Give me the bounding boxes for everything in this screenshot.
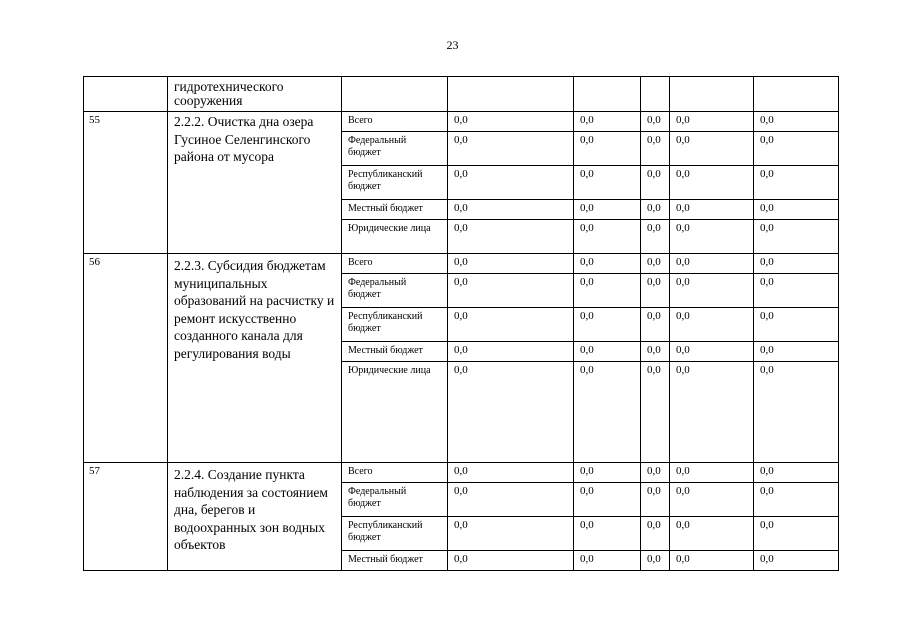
budget-table (83, 76, 839, 571)
funding-source: Юридические лица (342, 362, 448, 463)
value-cell: 0,0 (670, 308, 754, 342)
value-cell: 0,0 (574, 254, 641, 274)
value-cell: 0,0 (448, 342, 574, 362)
value-cell: 0,0 (448, 166, 574, 200)
funding-source: Местный бюджет (342, 200, 448, 220)
value-cell: 0,0 (641, 220, 670, 254)
value-cell: 0,0 (574, 362, 641, 463)
value-cell: 0,0 (574, 112, 641, 132)
value-cell: 0,0 (641, 342, 670, 362)
row-number: 55 (84, 112, 168, 254)
value-cell: 0,0 (754, 308, 839, 342)
value-cell: 0,0 (641, 254, 670, 274)
value-cell (448, 77, 574, 112)
value-cell: 0,0 (641, 483, 670, 517)
value-cell: 0,0 (670, 166, 754, 200)
funding-source: Федеральный бюджет (342, 132, 448, 166)
value-cell: 0,0 (641, 362, 670, 463)
value-cell: 0,0 (670, 517, 754, 551)
value-cell (754, 77, 839, 112)
value-cell: 0,0 (641, 517, 670, 551)
funding-source: Всего (342, 463, 448, 483)
value-cell: 0,0 (754, 483, 839, 517)
value-cell: 0,0 (670, 362, 754, 463)
value-cell: 0,0 (754, 220, 839, 254)
value-cell: 0,0 (574, 274, 641, 308)
funding-source: Местный бюджет (342, 342, 448, 362)
page-number: 23 (446, 38, 459, 52)
row-number: 57 (84, 463, 168, 571)
value-cell: 0,0 (670, 200, 754, 220)
measure-name-cell: гидротехнического сооружения (168, 77, 342, 112)
value-cell: 0,0 (670, 274, 754, 308)
source-cell (342, 77, 448, 112)
value-cell: 0,0 (574, 463, 641, 483)
value-cell: 0,0 (670, 463, 754, 483)
measure-name: 2.2.2. Очистка дна озера Гусиное Селенгинского района от мусора (168, 112, 342, 254)
value-cell: 0,0 (754, 517, 839, 551)
value-cell: 0,0 (641, 274, 670, 308)
value-cell: 0,0 (670, 254, 754, 274)
value-cell: 0,0 (448, 517, 574, 551)
value-cell: 0,0 (574, 132, 641, 166)
value-cell: 0,0 (670, 112, 754, 132)
value-cell: 0,0 (574, 200, 641, 220)
value-cell: 0,0 (448, 308, 574, 342)
table-row (84, 254, 839, 274)
value-cell: 0,0 (641, 166, 670, 200)
funding-source: Республиканский бюджет (342, 517, 448, 551)
value-cell: 0,0 (670, 483, 754, 517)
value-cell: 0,0 (641, 112, 670, 132)
table-row (84, 77, 839, 112)
value-cell: 0,0 (754, 274, 839, 308)
value-cell: 0,0 (574, 342, 641, 362)
measure-name: 2.2.4. Создание пункта наблюдения за состоянием дна, берегов и водоохранных зон водных объектов (168, 463, 342, 571)
value-cell: 0,0 (574, 166, 641, 200)
value-cell: 0,0 (754, 132, 839, 166)
value-cell: 0,0 (670, 342, 754, 362)
value-cell: 0,0 (574, 483, 641, 517)
value-cell: 0,0 (641, 200, 670, 220)
value-cell (641, 77, 670, 112)
value-cell: 0,0 (574, 517, 641, 551)
value-cell: 0,0 (448, 362, 574, 463)
value-cell: 0,0 (641, 132, 670, 166)
value-cell: 0,0 (641, 551, 670, 571)
funding-source: Юридические лица (342, 220, 448, 254)
table-row (84, 112, 839, 132)
measure-name: 2.2.3. Субсидия бюджетам муниципальных образований на расчистку и ремонт искусственно созданного канала для регулирования воды (168, 254, 342, 463)
value-cell (574, 77, 641, 112)
value-cell: 0,0 (574, 551, 641, 571)
funding-source: Всего (342, 112, 448, 132)
value-cell: 0,0 (754, 112, 839, 132)
funding-source: Республиканский бюджет (342, 308, 448, 342)
value-cell: 0,0 (448, 112, 574, 132)
value-cell: 0,0 (670, 132, 754, 166)
value-cell: 0,0 (448, 220, 574, 254)
value-cell: 0,0 (448, 254, 574, 274)
funding-source: Республиканский бюджет (342, 166, 448, 200)
value-cell: 0,0 (754, 166, 839, 200)
value-cell: 0,0 (754, 254, 839, 274)
value-cell: 0,0 (670, 220, 754, 254)
value-cell: 0,0 (448, 463, 574, 483)
funding-source: Всего (342, 254, 448, 274)
value-cell: 0,0 (754, 200, 839, 220)
funding-source: Федеральный бюджет (342, 483, 448, 517)
value-cell: 0,0 (574, 308, 641, 342)
funding-source: Местный бюджет (342, 551, 448, 571)
value-cell: 0,0 (754, 463, 839, 483)
value-cell: 0,0 (448, 483, 574, 517)
value-cell: 0,0 (448, 200, 574, 220)
value-cell: 0,0 (641, 463, 670, 483)
value-cell: 0,0 (448, 132, 574, 166)
value-cell (670, 77, 754, 112)
value-cell: 0,0 (448, 551, 574, 571)
value-cell: 0,0 (641, 308, 670, 342)
value-cell: 0,0 (754, 362, 839, 463)
value-cell: 0,0 (670, 551, 754, 571)
funding-source: Федеральный бюджет (342, 274, 448, 308)
table-row (84, 463, 839, 483)
value-cell: 0,0 (754, 342, 839, 362)
value-cell: 0,0 (574, 220, 641, 254)
table-body (84, 77, 839, 571)
row-number: 56 (84, 254, 168, 463)
value-cell: 0,0 (448, 274, 574, 308)
num-cell (84, 77, 168, 112)
value-cell: 0,0 (754, 551, 839, 571)
